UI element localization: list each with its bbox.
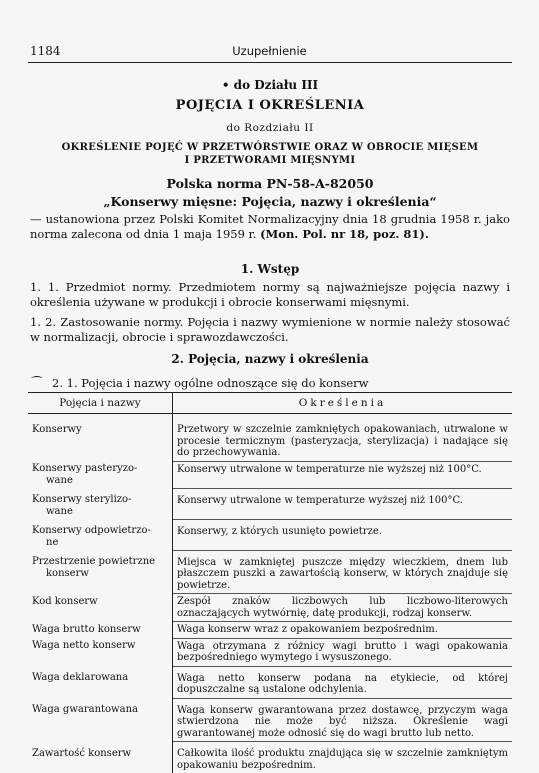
- column-header-term: Pojęcia i nazwy: [28, 393, 173, 414]
- table-row: [28, 461, 512, 488]
- paragraph-1-2-number: 1. 2.: [30, 315, 56, 329]
- term-cell: [28, 519, 173, 550]
- table-row: [28, 414, 512, 462]
- definition-cell: Waga konserw gwarantowana przez dostawcę, przyczym waga stwierdzona nie może być niższa. Określenie wagi gwarantowanej może odnosić się do wagi brutto lub netto.: [173, 698, 513, 742]
- term-text: Konserwy pasteryzo-: [32, 463, 168, 475]
- table-row: [28, 666, 512, 698]
- term-cell: [28, 488, 173, 519]
- definition-cell: Przetwory w szczelnie zamkniętych opakowaniach, utrwalone w procesie termicznym (pasteryzacja, sterylizacja) i nadające się do przechowywania.: [173, 414, 513, 462]
- term-text: Kod konserw: [32, 596, 168, 608]
- running-title: Uzupełnienie: [0, 44, 539, 58]
- intro-text: — ustanowiona przez Polski Komitet Normalizacyjny dnia 18 grudnia 1958 r. jako norma zalecona od dnia 1 maja 1959 r.: [30, 212, 510, 241]
- table-body: [28, 414, 512, 773]
- definition-cell: Waga otrzymana z różnicy wagi brutto i wagi opakowania bezpośredniego wymytego i wysuszonego.: [173, 638, 513, 666]
- term-text: ne: [32, 537, 168, 549]
- definition-cell: Waga netto konserw podana na etykiecie, od której dopuszczalne są ustalone odchylenia.: [173, 666, 513, 698]
- term-cell: [28, 638, 173, 666]
- definition-cell: Konserwy utrwalone w temperaturze nie wyższej niż 100°C.: [173, 461, 513, 488]
- term-text: Waga deklarowana: [32, 672, 168, 684]
- section-heading-line2: I PRZETWORAMI MIĘSNYMI: [28, 155, 512, 166]
- norm-title: „Konserwy mięsne: Pojęcia, nazwy i określenia“: [28, 194, 512, 209]
- term-text: Przestrzenie powietrzne: [32, 556, 168, 568]
- table-row: [28, 594, 512, 622]
- term-cell: [28, 622, 173, 639]
- definitions-table: [28, 392, 512, 773]
- table-header-row: [28, 393, 512, 414]
- section1-title: 1. Wstęp: [28, 262, 512, 276]
- table-row: [28, 742, 512, 773]
- paragraph-1-2: [30, 315, 510, 345]
- term-cell: [28, 698, 173, 742]
- table-row: [28, 622, 512, 639]
- paragraph-1-1: [30, 280, 510, 310]
- intro-paragraph: [30, 212, 510, 242]
- term-text: Zawartość konserw: [32, 748, 168, 760]
- intro-citation: (Mon. Pol. nr 18, poz. 81).: [260, 227, 429, 241]
- table-row: [28, 488, 512, 519]
- norm-heading: Polska norma PN-58-A-82050: [28, 176, 512, 191]
- table-row: [28, 698, 512, 742]
- handwritten-mark: ⁀: [32, 376, 42, 390]
- chapter-heading: do Rozdziału II: [28, 122, 512, 134]
- definition-cell: Waga konserw wraz z opakowaniem bezpośrednim.: [173, 622, 513, 639]
- term-cell: [28, 594, 173, 622]
- section2-title: 2. Pojęcia, nazwy i określenia: [28, 352, 512, 366]
- definition-cell: Konserwy, z których usunięto powietrze.: [173, 519, 513, 550]
- definition-cell: Całkowita ilość produktu znajdująca się w szczelnie zamkniętym opakowaniu bezpośrednim.: [173, 742, 513, 773]
- term-text: wane: [32, 475, 168, 487]
- table-row: [28, 519, 512, 550]
- term-text: konserw: [32, 568, 168, 580]
- paragraph-1-1-text: Przedmiot normy. Przedmiotem normy są najważniejsze pojęcia nazwy i określenia używane w produkcji i obrocie konserwami mięsnymi.: [30, 280, 510, 309]
- term-cell: [28, 666, 173, 698]
- subsection-title: 2. 1. Pojęcia i nazwy ogólne odnoszące się do konserw: [52, 376, 369, 390]
- division-heading: • do Działu III: [28, 78, 512, 92]
- table-row: [28, 638, 512, 666]
- term-cell: [28, 550, 173, 594]
- term-text: Waga gwarantowana: [32, 704, 168, 716]
- term-cell: [28, 742, 173, 773]
- term-text: Waga brutto konserw: [32, 624, 168, 636]
- table-row: [28, 550, 512, 594]
- page-number: 1184: [30, 44, 61, 58]
- term-cell: [28, 414, 173, 462]
- paragraph-1-1-number: 1. 1.: [30, 280, 59, 294]
- main-heading: POJĘCIA I OKREŚLENIA: [28, 98, 512, 113]
- term-text: Waga netto konserw: [32, 640, 168, 652]
- paragraph-1-2-text: Zastosowanie normy. Pojęcia i nazwy wymienione w normie należy stosować w normalizacji, obrocie i sprawozdawczości.: [30, 315, 510, 344]
- definition-cell: Konserwy utrwalone w temperaturze wyższej niż 100°C.: [173, 488, 513, 519]
- term-text: Konserwy: [32, 424, 168, 436]
- term-text: Konserwy odpowietrzo-: [32, 525, 168, 537]
- section-heading-line1: OKREŚLENIE POJĘĆ W PRZETWÓRSTWIE ORAZ W OBROCIE MIĘSEM: [28, 142, 512, 153]
- term-text: wane: [32, 506, 168, 518]
- column-header-definition: Określenia: [173, 393, 513, 414]
- definition-cell: Zespół znaków liczbowych lub liczbowo-literowych oznaczających wytwórnię, datę produkcji, rodzaj konserw.: [173, 594, 513, 622]
- term-text: Konserwy sterylizo-: [32, 494, 168, 506]
- header-rule: [28, 62, 512, 63]
- term-cell: [28, 461, 173, 488]
- definition-cell: Miejsca w zamkniętej puszcze między wieczkiem, dnem lub płaszczem puszki a zawartością konserw, w których znajduje się powietrze.: [173, 550, 513, 594]
